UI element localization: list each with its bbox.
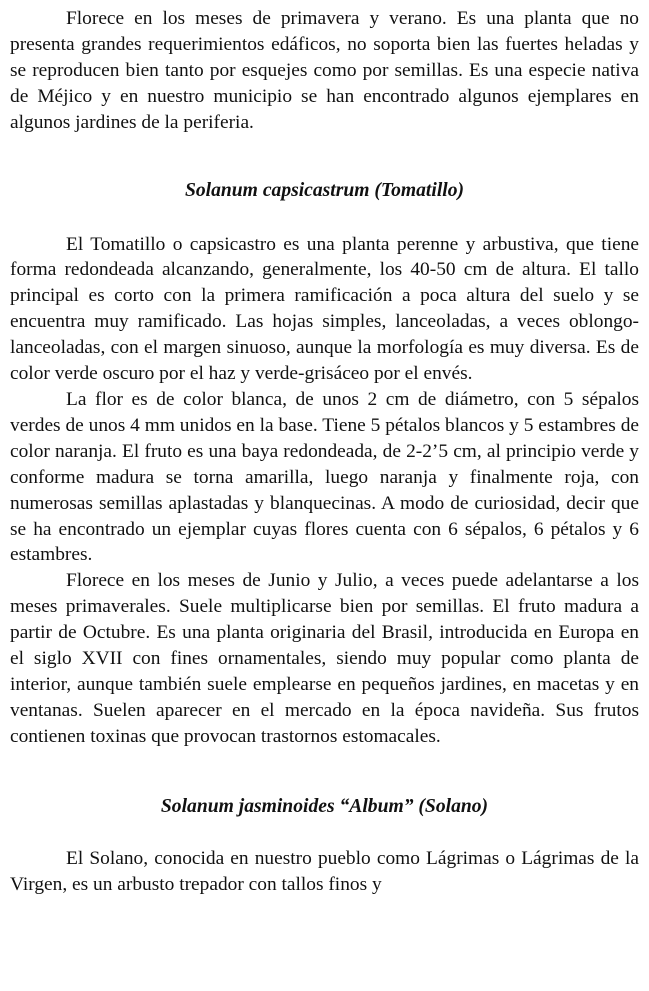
tomatillo-paragraph-flower-fruit: La flor es de color blanca, de unos 2 cm de diámetro, con 5 sépalos verdes de unos 4 mm unidos en la base. Tiene 5 pétalos blancos y 5 estambres de color naranja. El fruto es una baya redondeada, de 2-2’5 cm, al principio verde y conforme madura se torna amarilla, luego naranja y finalmente roja, con numerosas semillas aplastadas y blanquecinas. A modo de curiosidad, decir que se ha encontrado un ejemplar cuyas flores cuenta con 6 sépalos, 6 pétalos y 6 estambres. [10,388,639,566]
solano-paragraph-intro: El Solano, conocida en nuestro pueblo como Lágrimas o Lágrimas de la Virgen, es un arbusto trepador con tallos finos y [10,847,639,895]
tomatillo-paragraph-description: El Tomatillo o capsicastro es una planta perenne y arbustiva, que tiene forma redondeada alcanzando, generalmente, los 40-50 cm de altura. El tallo principal es corto con la primera ramificación a poca altura del suelo y se encuentra muy ramificado. Las hojas simples, lanceoladas, a veces oblongo-lanceoladas, con el margen sinuoso, aunque la morfología es muy diversa. Es de color verde oscuro por el haz y verde-grisáceo por el envés. [10,233,639,385]
spacer [10,750,639,794]
spacer [10,820,639,846]
section-heading-tomatillo: Solanum capsicastrum (Tomatillo) [184,179,465,201]
section-heading-solano: Solanum jasminoides “Album” (Solano) [160,795,489,817]
spacer [10,204,639,232]
intro-paragraph: Florece en los meses de primavera y verano. Es una planta que no presenta grandes requerimientos edáficos, no soporta bien las fuertes heladas y se reproducen bien tanto por esquejes como por semillas. Es una especie nativa de Méjico y en nuestro municipio se han encontrado algunos ejemplares en algunos jardines de la periferia. [10,8,639,133]
spacer [10,136,639,178]
tomatillo-paragraph-flowering: Florece en los meses de Junio y Julio, a veces puede adelantarse a los meses primaverales. Suele multiplicarse bien por semillas. El fruto madura a partir de Octubre. Es una planta originaria del Brasil, introducida en Europa en el siglo XVII con fines ornamentales, siendo muy popular como planta de interior, aunque también suele emplearse en pequeños jardines, en macetas y en ventanas. Suelen aparecer en el mercado en la época navideña. Sus frutos contienen toxinas que provocan trastornos estomacales. [10,570,639,747]
